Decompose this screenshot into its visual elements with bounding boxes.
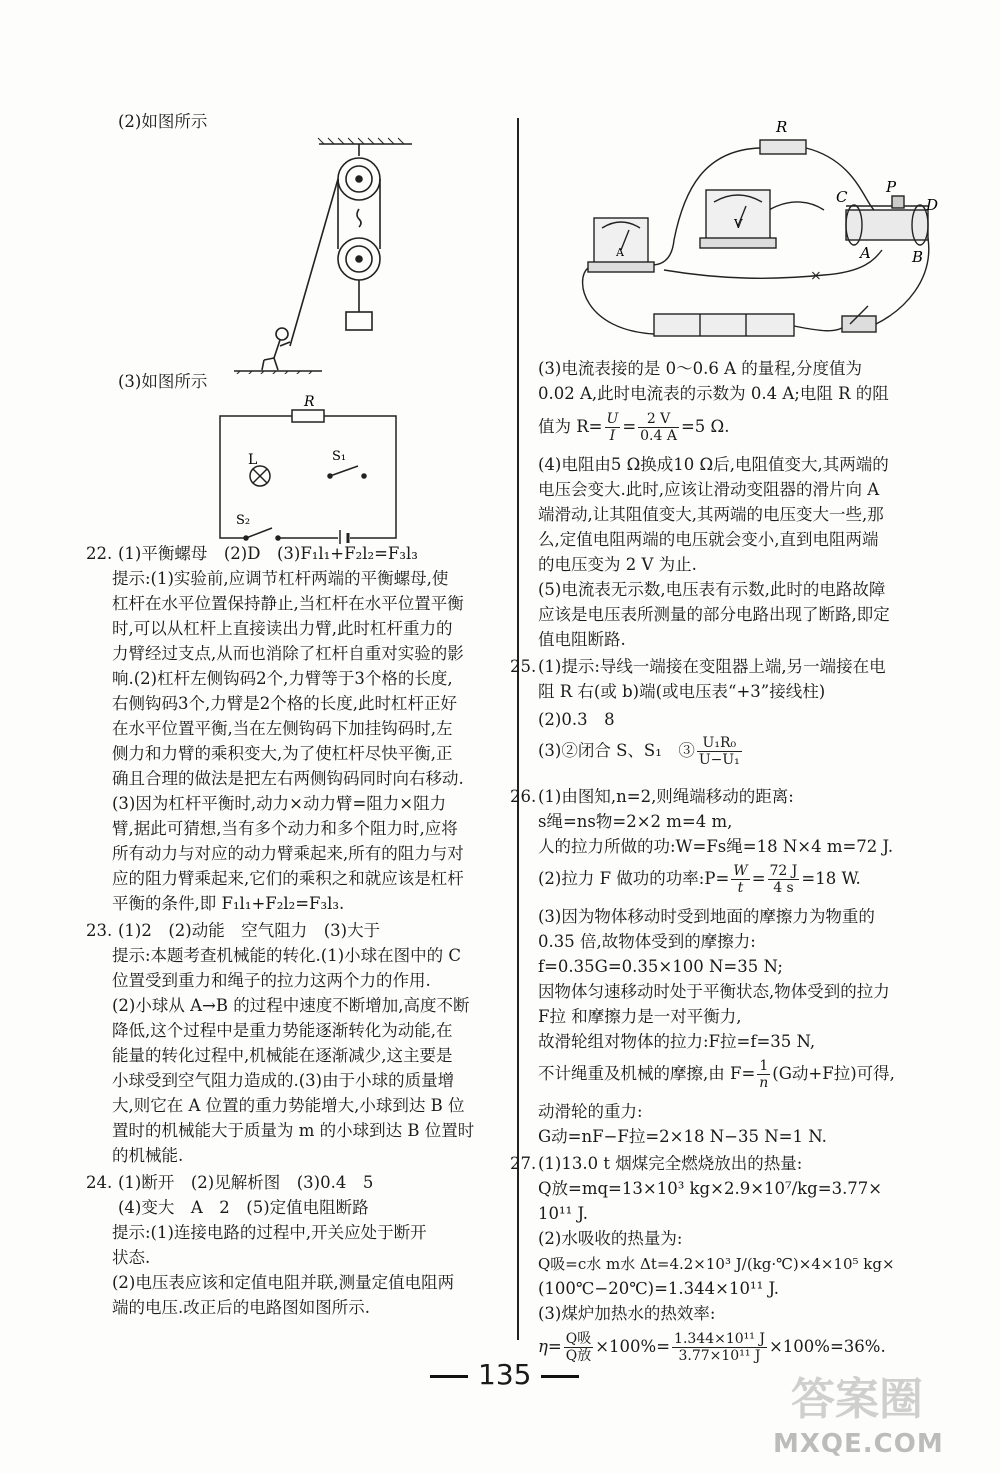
q27-line: Q吸=c水 m水 Δt=4.2×10³ J/(kg·℃)×4×10⁵ kg× (538, 1255, 895, 1273)
watermark-cn: 答案圈 (791, 1374, 923, 1425)
fig-label-c: C (836, 188, 848, 206)
q25-line: 阻 R 右(或 b)端(或电压表“+3”接线柱) (538, 682, 826, 701)
q22-line: 提示:(1)实验前,应调节杠杆两端的平衡螺母,使 (112, 569, 449, 588)
q26-line: 人的拉力所做的功:W=Fs绳=18 N×4 m=72 J. (538, 837, 894, 856)
q24-line: 状态. (112, 1248, 151, 1267)
q21-2-label: (2)如图所示 (118, 112, 208, 131)
q25-formula: (3)②闭合 S、S₁ ③ $\frac{\text{U₁R₀}}{\text{U−U₁}}$ (538, 735, 740, 768)
q26-line: 0.35 倍,故物体受到的摩擦力: (538, 932, 756, 951)
q22-line: 平衡的条件,即 F₁l₁+F₂l₂=F₃l₃. (112, 894, 345, 913)
watermark-logo (773, 1357, 988, 1465)
q25-line: (2)0.3 8 (538, 710, 615, 729)
page-number-dash-left (430, 1375, 468, 1378)
q23-line: 大,则它在 A 位置的重力势能增大,小球到达 B 位 (112, 1096, 465, 1115)
page-number-dash-right (541, 1375, 579, 1378)
q24-line: 提示:(1)连接电路的过程中,开关应处于断开 (112, 1223, 427, 1242)
fig-label-p: P (886, 178, 897, 196)
q26-line: f=0.35G=0.35×100 N=35 N; (538, 957, 783, 976)
q22-line: 杠杆在水平位置保持静止,当杠杆在水平位置平衡 (112, 594, 464, 613)
q24-line: 值电阻断路. (538, 630, 626, 649)
q22-answer: (1)平衡螺母 (2)D (3)F₁l₁+F₂l₂=F₃l₃ (118, 544, 418, 563)
q27-line: (3)煤炉加热水的热效率: (538, 1304, 716, 1323)
q23-line: (2)小球从 A→B 的过程中速度不断增加,高度不断 (112, 996, 470, 1015)
q25-line: (1)提示:导线一端接在变阻器上端,另一端接在电 (538, 657, 886, 676)
q24-line: (2)电压表应该和定值电阻并联,测量定值电阻两 (112, 1273, 455, 1292)
q23-line: 的机械能. (112, 1146, 184, 1165)
q24-line: 应该是电压表所测量的部分电路出现了断路,即定 (538, 605, 890, 624)
q22-line: 时,可以从杠杆上直接读出力臂,此时杠杆重力的 (112, 619, 453, 638)
q22-line: 侧力和力臂的乘积变大,为了使杠杆尽快平衡,正 (112, 744, 453, 763)
q24-answer-2: (4)变大 A 2 (5)定值电阻断路 (118, 1198, 369, 1217)
q24-line: (4)电阻由5 Ω换成10 Ω后,电阻值变大,其两端的 (538, 455, 889, 474)
q21-3-label: (3)如图所示 (118, 372, 208, 391)
q22-line: 右侧钩码3个,力臂是2个格的长度,此时杠杆正好 (112, 694, 457, 713)
q27-line: (2)水吸收的热量为: (538, 1229, 683, 1248)
q26-line: 因物体匀速移动时处于平衡状态,物体受到的拉力 (538, 982, 890, 1001)
svg-text:×: × (810, 268, 822, 284)
q22-line: 臂,据此可猜想,当有多个动力和多个阻力时,应将 (112, 819, 458, 838)
q27-line: Q放=mq=13×10³ kg×2.9×10⁷/kg=3.77× (538, 1179, 883, 1198)
circuit-figure (218, 394, 418, 544)
q24-answer: (1)断开 (2)见解析图 (3)0.4 5 (118, 1173, 374, 1192)
q26-line: (3)因为物体移动时受到地面的摩擦力为物重的 (538, 907, 875, 926)
watermark-url: MXQE.COM (773, 1429, 944, 1459)
q26-line: 故滑轮组对物体的拉力:F拉=f=35 N, (538, 1032, 816, 1051)
q22-number: 22. (86, 544, 113, 563)
q24-line: (5)电流表无示数,电压表有示数,此时的电路故障 (538, 580, 886, 599)
pulley-figure (234, 134, 474, 374)
q23-line: 置时的机械能大于质量为 m 的小球到达 B 位置时 (112, 1121, 475, 1140)
apparatus-figure (574, 110, 954, 348)
q24-line: 端滑动,让其阻值变大,其两端的电压变大一些,那 (538, 505, 884, 524)
page-number: 135 (420, 1358, 589, 1391)
q22-line: (3)因为杠杆平衡时,动力×动力臂=阻力×阻力 (112, 794, 447, 813)
q26-number: 26. (510, 787, 537, 806)
q22-line: 在水平位置平衡,当在左侧钩码下加挂钩码时,左 (112, 719, 453, 738)
q24-cont-line: (3)电流表接的是 0～0.6 A 的量程,分度值为 (538, 359, 863, 378)
fig-label-b: B (912, 248, 924, 266)
q24-line: 端的电压.改正后的电路图如图所示. (112, 1298, 370, 1317)
q27-line: (1)13.0 t 烟煤完全燃烧放出的热量: (538, 1154, 803, 1173)
q23-line: 降低,这个过程中是重力势能逐渐转化为动能,在 (112, 1021, 453, 1040)
q27-efficiency-formula: η= $\frac{\text{Q吸}}{\text{Q放}}$ ×100%= $\frac{\text{1.344×10¹¹ J}}{\text{3.77×10¹¹ J}}$ ×100%=36%. (538, 1331, 886, 1364)
q26-line: G动=nF−F拉=2×18 N−35 N=1 N. (538, 1127, 827, 1146)
q24-line: 的电压变为 2 V 为止. (538, 555, 697, 574)
q23-answer: (1)2 (2)动能 空气阻力 (3)大于 (118, 921, 381, 940)
q22-line: 响.(2)杠杆左侧钩码2个,力臂等于3个格的长度, (112, 669, 453, 688)
q26-line: 动滑轮的重力: (538, 1102, 643, 1121)
circuit-label-s1: S₁ (332, 449, 347, 464)
q27-line: (100℃−20℃)=1.344×10¹¹ J. (538, 1279, 780, 1298)
fig-label-ammeter: A (616, 246, 624, 259)
q24-line: 么,定值电阻两端的电压就会变小,直到电阻两端 (538, 530, 879, 549)
fig-label-v: V (734, 217, 743, 231)
q22-line: 确且合理的做法是把左右两侧钩码同时向右移动. (112, 769, 464, 788)
circuit-label-l: L (248, 452, 258, 468)
fig-label-a: A (860, 244, 871, 262)
q27-line: 10¹¹ J. (538, 1204, 589, 1223)
q23-line: 位置受到重力和绳子的拉力这两个力的作用. (112, 971, 431, 990)
q24-cont-line: 0.02 A,此时电流表的示数为 0.4 A;电阻 R 的阻 (538, 384, 889, 403)
q26-line: s绳=ns物=2×2 m=4 m, (538, 812, 733, 831)
q26-line: F拉 和摩擦力是一对平衡力, (538, 1007, 742, 1026)
q23-line: 提示:本题考查机械能的转化.(1)小球在图中的 C (112, 946, 462, 965)
q22-line: 力臂经过支点,从而也消除了杠杆自重对实验的影 (112, 644, 464, 663)
fig-label-d: D (926, 196, 939, 214)
q23-line: 能量的转化过程中,机械能在逐渐减少,这主要是 (112, 1046, 453, 1065)
circuit-label-s2: S₂ (236, 513, 251, 528)
q22-line: 所有动力与对应的动力臂乘起来,所有的阻力与对 (112, 844, 464, 863)
q26-force-formula: 不计绳重及机械的摩擦,由 F= $\frac{1}{n}$ (G动+F拉)可得, (538, 1058, 895, 1091)
q24-line: 电压会变大.此时,应该让滑动变阻器的滑片向 A (538, 480, 880, 499)
q26-power-formula: (2)拉力 F 做功的功率:P= $\frac{W}{t}$ = $\frac{72 J}{4 s}$ =18 W. (538, 863, 861, 896)
circuit-label-r: R (304, 394, 315, 410)
q23-number: 23. (86, 921, 113, 940)
q24-resistance-formula: 值为 R= $\frac{U}{I}$ = $\frac{2 V}{0.4 A}$ =5 Ω. (538, 411, 730, 444)
q26-line: (1)由图知,n=2,则绳端移动的距离: (538, 787, 794, 806)
q27-number: 27. (510, 1154, 537, 1173)
q22-line: 应的阻力臂乘起来,它们的乘积之和就应该是杠杆 (112, 869, 464, 888)
q23-line: 小球受到空气阻力造成的.(3)由于小球的质量增 (112, 1071, 455, 1090)
q25-number: 25. (510, 657, 537, 676)
q24-number: 24. (86, 1173, 113, 1192)
fig-label-r: R (776, 118, 788, 136)
